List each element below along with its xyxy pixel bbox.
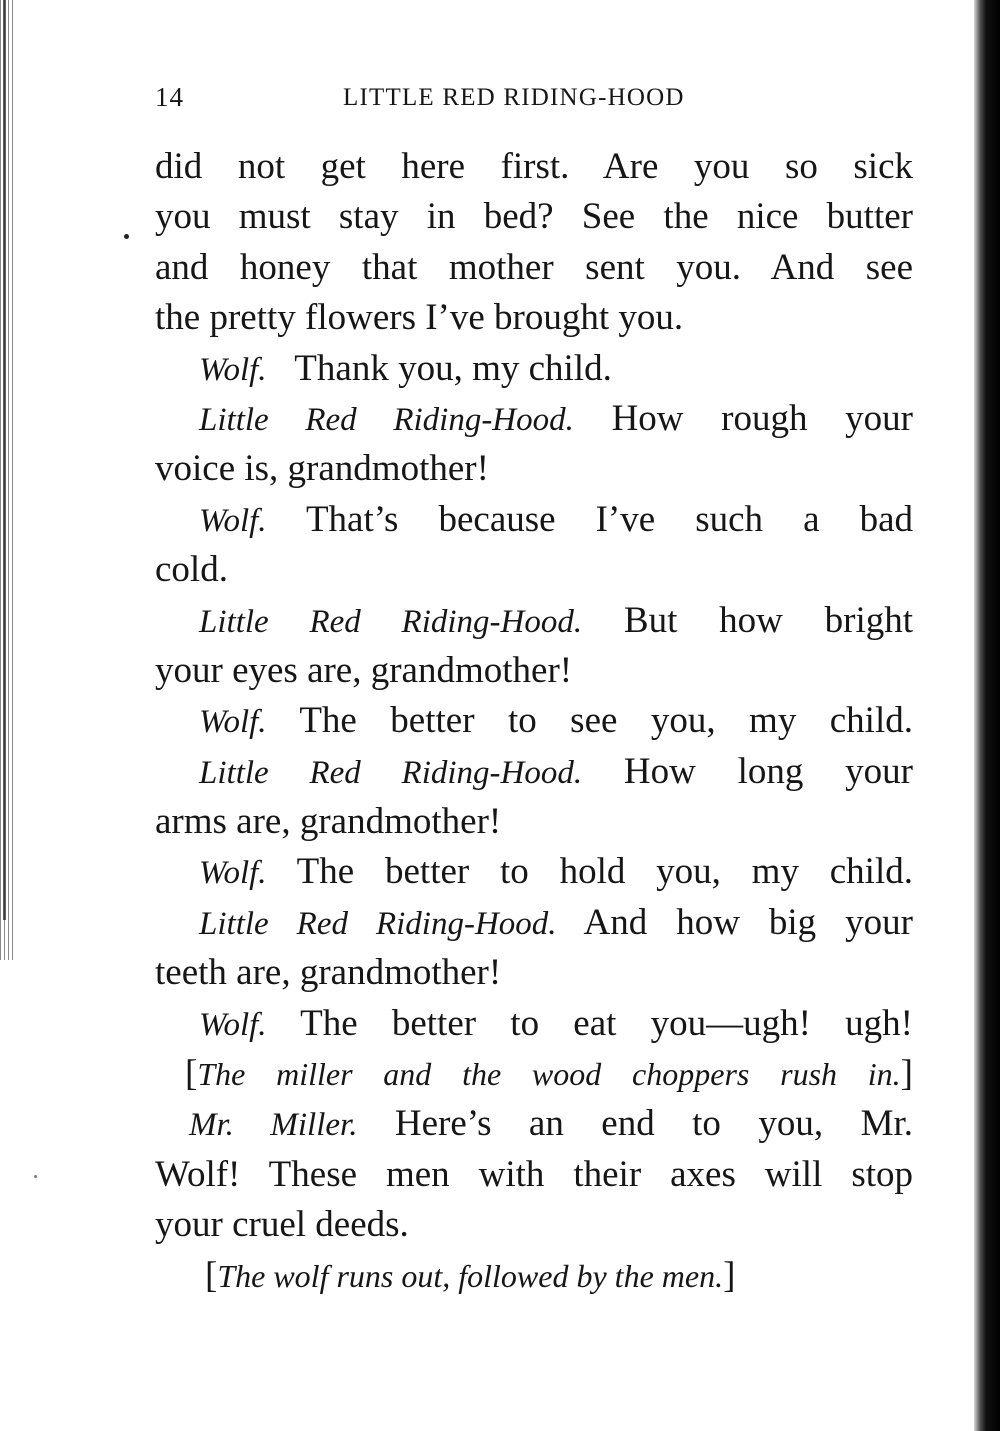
line-text: did not get here first. Are you so sick bbox=[155, 146, 913, 187]
dialogue-line bbox=[155, 999, 913, 1049]
text-line bbox=[155, 797, 913, 847]
dialogue-line bbox=[155, 394, 913, 444]
text-line bbox=[155, 1200, 913, 1250]
line-text: and honey that mother sent you. And see bbox=[155, 246, 913, 288]
ink-speck bbox=[34, 1175, 37, 1178]
line-text: you must stay in bed? See the nice butter bbox=[155, 196, 913, 238]
dialogue-line bbox=[155, 344, 913, 394]
line-text: Here’s an end to you, Mr. bbox=[394, 1103, 914, 1145]
page-header bbox=[155, 82, 910, 122]
speaker-name: Little Red Riding-Hood. bbox=[199, 754, 583, 791]
scan-edge-right bbox=[974, 0, 1000, 1431]
dialogue-line bbox=[155, 495, 913, 545]
line-text: The better to see you, my child. bbox=[299, 700, 913, 742]
speaker-name: Mr. Miller. bbox=[189, 1107, 358, 1144]
bracket-close: ] bbox=[900, 1053, 913, 1095]
line-text: the pretty flowers I’ve brought you. bbox=[155, 297, 684, 339]
line-text: voice is, grandmother! bbox=[155, 448, 489, 490]
dialogue-line bbox=[155, 1099, 913, 1149]
line-text: Thank you, my child. bbox=[294, 347, 612, 389]
scan-edge-left-line bbox=[3, 0, 6, 920]
line-text: And how big your bbox=[583, 901, 913, 943]
line-text: That’s because I’ve such a bad bbox=[305, 498, 913, 540]
bracket-open: [ bbox=[205, 1254, 218, 1296]
stage-direction bbox=[155, 1049, 913, 1099]
dialogue-line bbox=[155, 847, 913, 897]
speaker-name: Little Red Riding-Hood. bbox=[199, 905, 557, 942]
line-text: teeth are, grandmother! bbox=[155, 952, 502, 994]
text-line bbox=[155, 545, 913, 595]
speaker-name: Wolf. bbox=[199, 855, 267, 892]
text-line bbox=[155, 293, 913, 343]
line-text: How long your bbox=[623, 750, 913, 792]
dialogue-line bbox=[155, 696, 913, 746]
bracket-open: [ bbox=[185, 1053, 198, 1095]
line-text: your cruel deeds. bbox=[155, 1204, 409, 1246]
speaker-name: Little Red Riding-Hood. bbox=[199, 603, 583, 640]
direction-text: The miller and the wood choppers rush in. bbox=[197, 1056, 901, 1093]
text-line bbox=[155, 142, 913, 192]
speaker-name: Wolf. bbox=[199, 1006, 267, 1043]
bracket-close: ] bbox=[723, 1254, 736, 1296]
speaker-name: Little Red Riding-Hood. bbox=[199, 401, 574, 438]
speaker-name: Wolf. bbox=[199, 351, 267, 388]
text-line bbox=[155, 192, 913, 242]
line-text: The better to eat you—ugh! ugh! bbox=[300, 1002, 913, 1044]
ink-speck bbox=[124, 234, 129, 239]
line-text: But how bright bbox=[623, 599, 914, 641]
dialogue-line bbox=[155, 747, 913, 797]
page-number: 14 bbox=[155, 82, 184, 112]
line-text: arms are, grandmother! bbox=[155, 801, 502, 843]
text-line bbox=[155, 646, 913, 696]
stage-direction bbox=[155, 1251, 913, 1301]
line-text: How rough your bbox=[611, 397, 913, 439]
text-line bbox=[155, 1150, 913, 1200]
dialogue-line bbox=[155, 596, 913, 646]
speaker-name: Wolf. bbox=[199, 704, 267, 741]
page-body bbox=[155, 142, 913, 1301]
text-line bbox=[155, 948, 913, 998]
line-text: your eyes are, grandmother! bbox=[155, 649, 573, 691]
running-title: LITTLE RED RIDING-HOOD bbox=[343, 84, 685, 111]
line-text: Wolf! These men with their axes will stop bbox=[155, 1153, 913, 1195]
direction-text: The wolf runs out, followed by the men. bbox=[217, 1257, 724, 1294]
text-line bbox=[155, 444, 913, 494]
line-text: The better to hold you, my child. bbox=[296, 851, 913, 893]
speaker-name: Wolf. bbox=[199, 502, 267, 539]
dialogue-line bbox=[155, 898, 913, 948]
line-text: cold. bbox=[155, 549, 228, 591]
text-line bbox=[155, 243, 913, 293]
